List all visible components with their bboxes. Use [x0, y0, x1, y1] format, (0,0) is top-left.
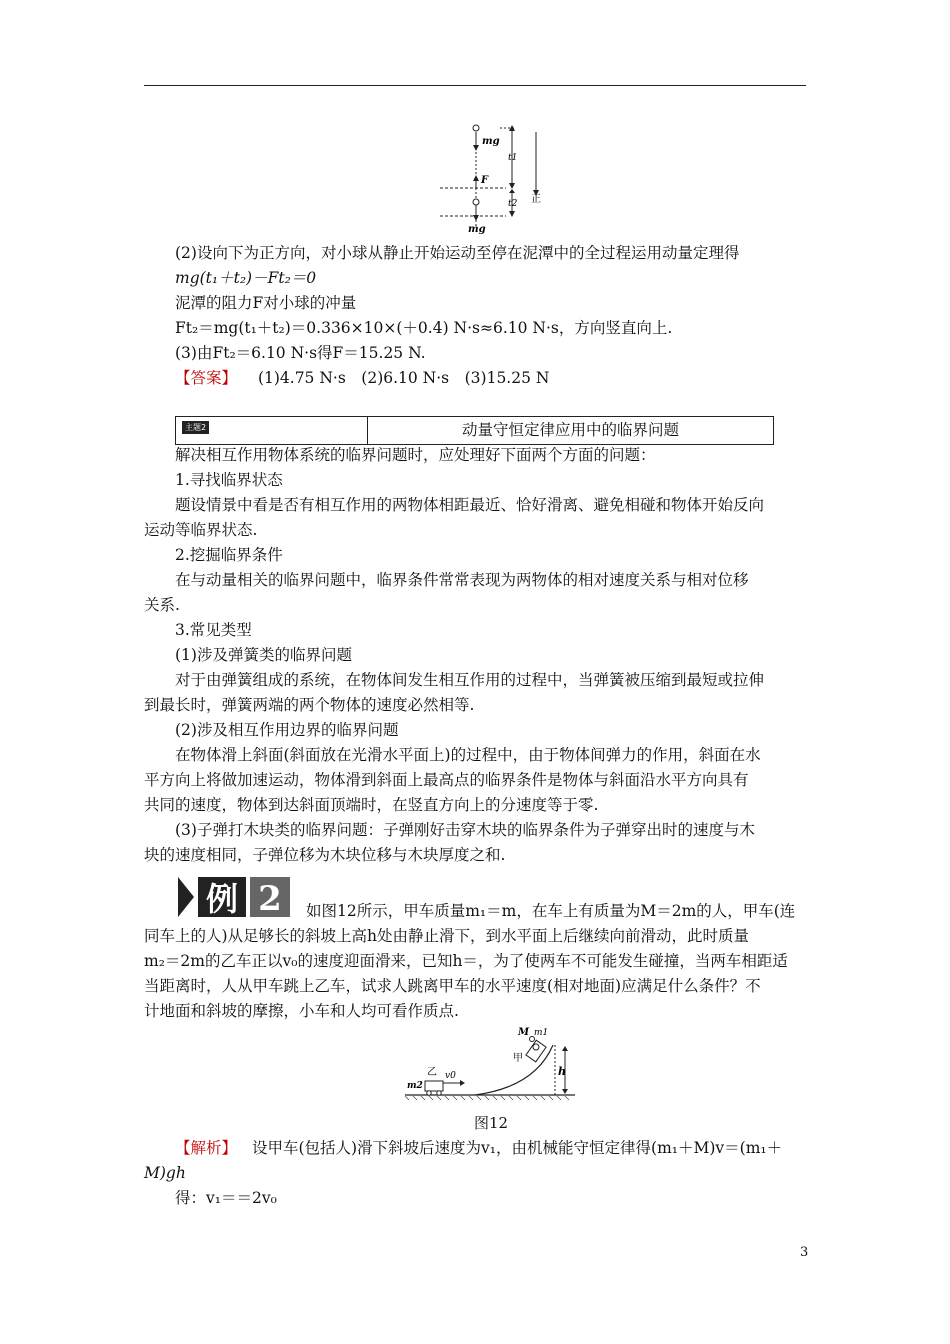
topic-badge: 主题2	[182, 421, 209, 434]
label-M: M	[518, 1027, 530, 1038]
paragraph: (1)涉及弹簧类的临界问题	[175, 646, 352, 664]
example-number: 2	[258, 879, 282, 917]
answer-text: (1)4.75 N·s (2)6.10 N·s (3)15.25 N	[257, 369, 550, 387]
force-diagram	[440, 122, 550, 234]
label-t2: t2	[508, 199, 518, 209]
text-line: Ft₂＝mg(t₁＋t₂)＝0.336×10×(＋0.4) N·s≈6.10 N·s，方向竖直向上.	[175, 319, 673, 337]
paragraph: (2)涉及相互作用边界的临界问题	[175, 721, 399, 739]
analysis-line	[175, 1137, 782, 1159]
paragraph: 在与动量相关的临界问题中，临界条件常常表现为两物体的相对速度关系与相对位移	[175, 571, 749, 589]
example-text: m₂＝2m的乙车正以v₀的速度迎面滑来，已知h＝，为了使两车不可能发生碰撞，当两车相距适	[144, 952, 788, 970]
label-yi: 乙	[427, 1067, 437, 1078]
paragraph: 块的速度相同，子弹位移为木块位移与木块厚度之和.	[144, 846, 506, 864]
label-mg-top: mg	[482, 136, 500, 147]
paragraph: 共同的速度，物体到达斜面顶端时，在竖直方向上的分速度等于零.	[144, 796, 599, 814]
analysis-text: 设甲车(包括人)滑下斜坡后速度为v₁，由机械能守恒定律得(m₁＋M)v＝(m₁＋	[251, 1139, 783, 1157]
analysis-text: M)gh	[144, 1164, 186, 1182]
header-rule	[144, 85, 806, 86]
answer-line	[175, 367, 549, 389]
paragraph: 解决相互作用物体系统的临界问题时，应处理好下面两个方面的问题：	[175, 446, 656, 464]
paragraph: 平方向上将做加速运动，物体滑到斜面上最高点的临界条件是物体与斜面沿水平方向具有	[144, 771, 749, 789]
label-F: F	[481, 175, 489, 186]
label-t1: t1	[508, 153, 518, 163]
label-m1: m1	[534, 1028, 549, 1038]
paragraph: 在物体滑上斜面(斜面放在光滑水平面上)的过程中，由于物体间弹力的作用，斜面在水	[175, 746, 761, 764]
paragraph: 运动等临界状态.	[144, 521, 258, 539]
example-text: 同车上的人)从足够长的斜坡上高h处由静止滑下，到水平面上后继续向前滑动，此时质量	[144, 927, 750, 945]
text-line: mg(t₁＋t₂)－Ft₂＝0	[175, 269, 317, 287]
figure-caption: 图12	[474, 1114, 509, 1132]
label-h: h	[558, 1065, 566, 1078]
paragraph: 对于由弹簧组成的系统，在物体间发生相互作用的过程中，当弹簧被压缩到最短或拉伸	[175, 671, 765, 689]
paragraph: 3.常见类型	[175, 621, 252, 639]
topic-title: 动量守恒定律应用中的临界问题	[461, 421, 679, 439]
example-char: 例	[205, 880, 239, 917]
topic-header	[175, 416, 774, 445]
analysis-text: 得：v₁＝＝2v₀	[175, 1189, 277, 1207]
label-m2: m2	[407, 1081, 423, 1091]
paragraph: 关系.	[144, 596, 180, 614]
paragraph: 题设情景中看是否有相互作用的两物体相距最近、恰好滑离、避免相碰和物体开始反向	[175, 496, 765, 514]
answer-tag: 【答案】	[175, 369, 238, 387]
text-line: (2)设向下为正方向，对小球从静止开始运动至停在泥潭中的全过程运用动量定理得	[175, 244, 740, 262]
label-direction: 正	[531, 194, 541, 205]
page-number: 3	[800, 1245, 809, 1260]
example-text: 如图12所示，甲车质量m₁＝m，在车上有质量为M＝2m的人，甲车(连	[306, 902, 796, 920]
paragraph: (3)子弹打木块类的临界问题：子弹刚好击穿木块的临界条件为子弹穿出时的速度与木	[175, 821, 755, 839]
slope-cart-diagram	[405, 1025, 575, 1101]
example-text: 计地面和斜坡的摩擦，小车和人均可看作质点.	[144, 1002, 459, 1020]
text-line: (3)由Ft₂＝6.10 N·s得F＝15.25 N.	[175, 344, 426, 362]
label-v0: v0	[445, 1071, 456, 1081]
paragraph: 1.寻找临界状态	[175, 471, 283, 489]
example-text: 当距离时，人从甲车跳上乙车，试求人跳离甲车的水平速度(相对地面)应满足什么条件？不	[144, 977, 761, 995]
example-badge	[178, 877, 290, 917]
paragraph: 2.挖掘临界条件	[175, 546, 283, 564]
paragraph: 到最长时，弹簧两端的两个物体的速度必然相等.	[144, 696, 475, 714]
label-jia: 甲	[513, 1053, 523, 1064]
label-mg-bottom: mg	[468, 224, 486, 234]
text-line: 泥潭的阻力F对小球的冲量	[175, 294, 357, 312]
analysis-tag: 【解析】	[175, 1139, 238, 1157]
